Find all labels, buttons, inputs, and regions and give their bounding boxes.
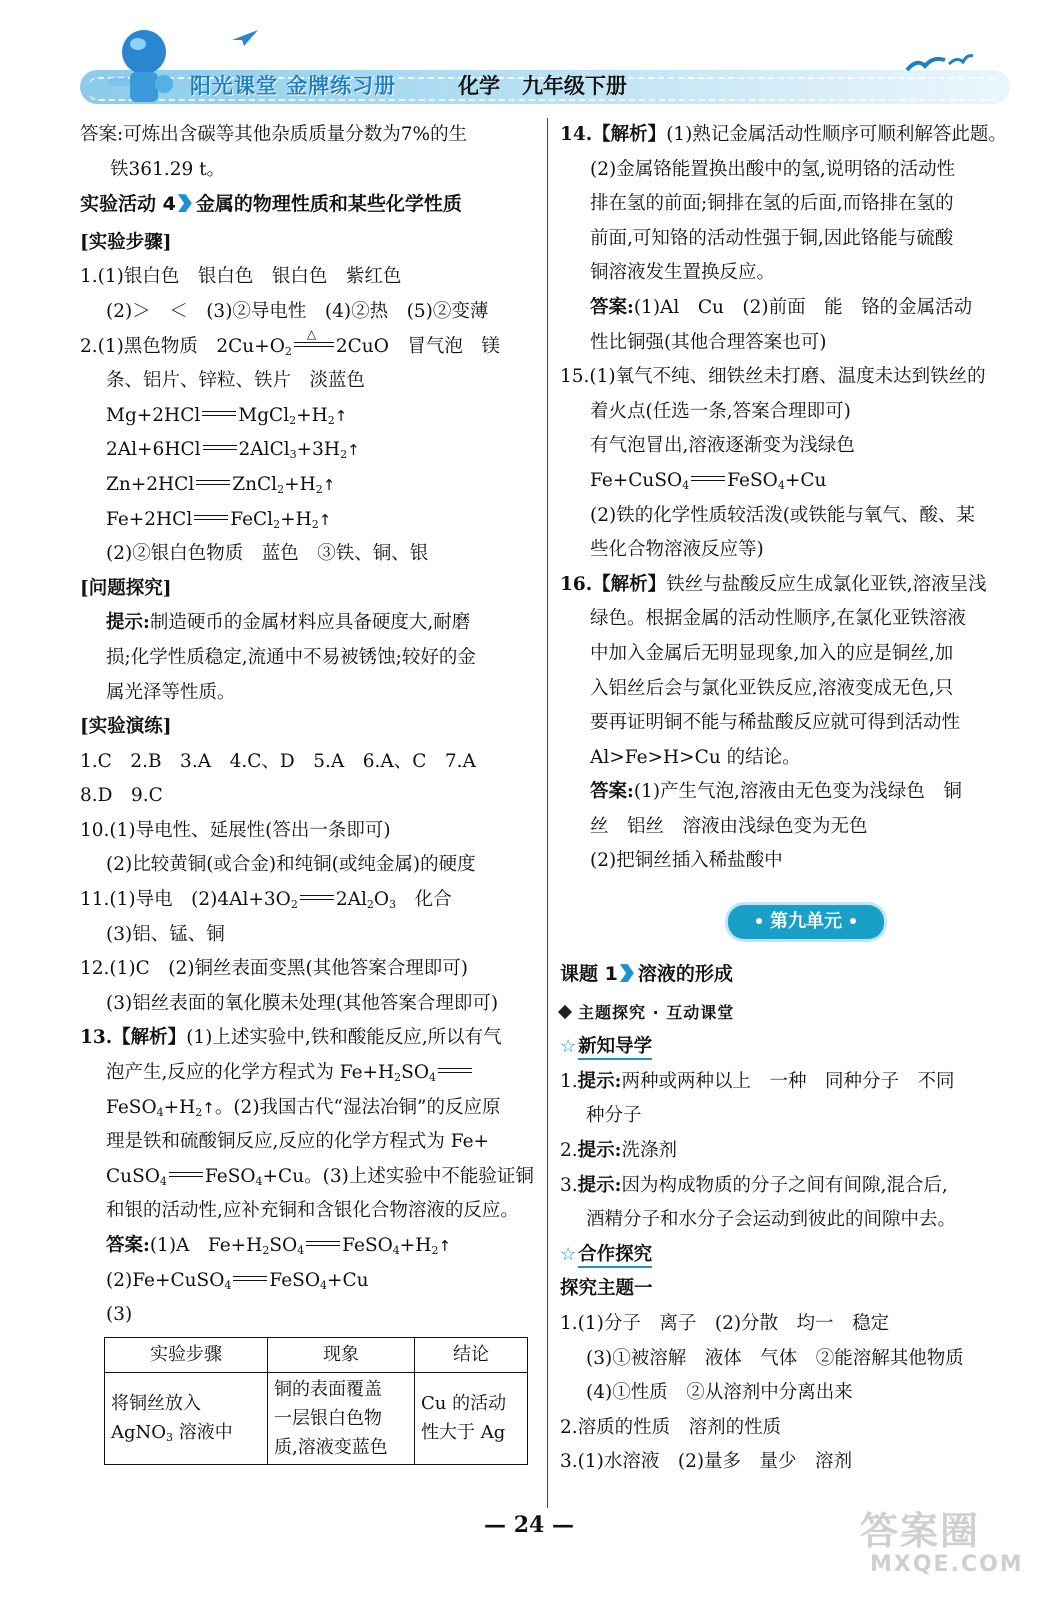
analysis-line: 理是铁和硫酸铜反应,反应的化学方程式为 Fe+ <box>106 1131 490 1153</box>
table-header-cell: 结论 <box>415 1337 528 1372</box>
analysis-line: 前面,可知铬的活动性强于铜,因此铬能与硫酸 <box>590 227 954 249</box>
answer-line: 1.(1)银白色 银白色 银白色 紫红色 <box>80 266 402 288</box>
answer-line: 8.D 9.C <box>80 785 163 807</box>
answer-line: (3)铝、锰、铜 <box>106 923 225 945</box>
analysis-line: 14.【解析】(1)熟记金属活动性顺序可顺利解答此题。 <box>560 124 1007 145</box>
analysis-line: 16.【解析】铁丝与盐酸反应生成氯化亚铁,溶液呈浅 <box>560 573 987 595</box>
star-icon: ☆ <box>560 1036 577 1058</box>
star-icon: ☆ <box>560 1243 577 1265</box>
answer-line: 答案:(1)A $Fe+H_2SO_4$ $FeSO_4+H_2↑$ <box>106 1235 452 1257</box>
answer-line: 10.(1)导电性、延展性(答出一条即可) <box>80 819 391 841</box>
column-divider <box>547 118 548 1508</box>
answer-line: 着火点(任选一条,答案合理即可) <box>590 400 851 422</box>
birds-icon <box>905 48 975 78</box>
table-row <box>105 1372 528 1464</box>
arrow-icon <box>620 964 634 982</box>
table-header-cell: 实验步骤 <box>105 1337 268 1372</box>
analysis-line: 入铝丝后会与氯化亚铁反应,溶液变成无色,只 <box>590 677 954 699</box>
watermark-logo: 答案圈 MXQE.COM <box>860 1509 1024 1577</box>
hint-line: 损;化学性质稳定,流通中不易被锈蚀;较好的金 <box>106 646 476 668</box>
topic-heading: 主题探究 · 互动课堂 <box>560 996 1020 1031</box>
header-subject <box>458 70 627 100</box>
answer-line: (2)比较黄铜(或合金)和纯铜(或纯金属)的硬度 <box>106 854 476 876</box>
analysis-line: CuSO$_4$ FeSO$_4$+Cu。(3)上述实验中不能验证铜 <box>106 1165 534 1188</box>
experiment-table <box>104 1337 528 1465</box>
activity-heading: 实验活动 4 金属的物理性质和某些化学性质 <box>80 193 462 216</box>
hint-line: 提示:制造硬币的金属材料应具备硬度大,耐磨 <box>106 612 471 634</box>
arrow-icon <box>178 194 192 212</box>
subsection-heading: ☆ 合作探究 <box>560 1238 1020 1273</box>
answer-line: 铁361.29 t。 <box>110 158 226 180</box>
section-heading: [实验演练] <box>80 716 172 738</box>
answer-line: (4)①性质 ②从溶剂中分离出来 <box>586 1382 853 1404</box>
analysis-line: 要再证明铜不能与稀盐酸反应就可得到活动性 <box>590 712 961 734</box>
answer-line: 1.提示:两种或两种以上 一种 同种分子 不同 <box>560 1070 955 1092</box>
analysis-line: 13.【解析】(1)上述实验中,铁和酸能反应,所以有气 <box>80 1027 502 1049</box>
heat-equals-sign: △ <box>294 342 334 347</box>
equation: Zn+2HCl $ZnCl_2+H_2↑$ <box>106 473 336 496</box>
analysis-line: 中加入金属后无明显现象,加入的应是铜丝,加 <box>590 642 954 664</box>
answer-line: (3)①被溶解 液体 气体 ②能溶解其他物质 <box>586 1347 964 1369</box>
table-cell-phenomenon: 铜的表面覆盖 一层银白色物 质,溶液变蓝色 <box>268 1372 415 1464</box>
table-cell-step: 将铜丝放入 AgNO$_3$ 溶液中 <box>105 1372 268 1464</box>
subsection-heading: ☆ 新知导学 <box>560 1030 1020 1065</box>
grade-label: 九年级下册 <box>521 74 627 98</box>
analysis-line: Al>Fe>H>Cu 的结论。 <box>590 746 801 768</box>
answer-line: 3.提示:因为构成物质的分子之间有间隙,混合后, <box>560 1174 948 1196</box>
left-column <box>80 118 538 1465</box>
answer-line: (2)②银白色物质 蓝色 ③铁、铜、银 <box>106 543 429 565</box>
analysis-line: 排在氢的前面;铜排在氢的后面,而铬排在氢的 <box>590 193 954 215</box>
equation: Fe+2HCl $FeCl_2+H_2↑$ <box>106 508 332 531</box>
diamond-icon <box>558 1005 572 1019</box>
answer-line: 11.(1)导电 $(2)4Al+3O_2$ $2Al_2O_3$ 化合 <box>80 889 452 912</box>
answer-line: 些化合物溶液反应等) <box>590 539 764 561</box>
analysis-line: 和银的活动性,应补充铜和含银化合物溶液的反应。 <box>106 1200 519 1222</box>
mascot-globe-icon <box>100 22 190 108</box>
answer-line: (3) <box>106 1304 133 1326</box>
answer-line: 种分子 <box>586 1105 642 1127</box>
analysis-line: 泡产生,反应的化学方程式为 $Fe+H_2SO_4$ <box>80 1056 538 1091</box>
equation: 2Al+6HCl $2AlCl_3+3H_2↑$ <box>106 439 360 462</box>
table-header-cell: 现象 <box>268 1337 415 1372</box>
answer-line: 15.(1)氧气不纯、细铁丝未打磨、温度未达到铁丝的 <box>560 366 986 388</box>
answer-line: 2.(1)黑色物质 $2Cu+O_2$ △ 2CuO 冒气泡 镁 <box>80 326 500 358</box>
answer-line: 性比铜强(其他合理答案也可) <box>590 331 827 353</box>
unit-badge: 第九单元 <box>728 905 884 939</box>
right-column <box>560 118 1020 1480</box>
answer-line: 1.C 2.B 3.A 4.C、D 5.A 6.A、C 7.A <box>80 750 476 772</box>
analysis-line: (2)金属铬能置换出酸中的氢,说明铬的活动性 <box>590 158 956 180</box>
answer-line: 答案:可炼出含碳等其他杂质质量分数为7%的生 <box>80 124 468 145</box>
page-header <box>0 0 1058 118</box>
equation: Mg+2HCl $MgCl_2+H_2↑$ <box>106 404 348 427</box>
table-header-row <box>105 1337 528 1372</box>
header-brand: 阳光课堂 金牌练习册 <box>190 74 397 98</box>
hint-line: 属光泽等性质。 <box>106 681 236 703</box>
answer-line: 1.(1)分子 离子 (2)分散 均一 稳定 <box>560 1313 890 1334</box>
answer-line: (2)铁的化学性质较活泼(或铁能与氧气、酸、某 <box>590 504 975 526</box>
table-cell-conclusion: Cu 的活动 性大于 Ag <box>415 1372 528 1464</box>
theme-heading: 探究主题一 <box>560 1278 653 1300</box>
lesson-heading: 课题 1 溶液的形成 <box>560 963 733 986</box>
page-number: — 24 — <box>484 1512 574 1538</box>
subject-label: 化学 <box>458 74 500 98</box>
answer-line: (2)把铜丝插入稀盐酸中 <box>590 850 783 872</box>
answer-line: 答案:(1)Al Cu (2)前面 能 铬的金属活动 <box>590 296 973 318</box>
answer-line: (2)Fe+CuSO$_4$ FeSO$_4$+Cu <box>106 1269 369 1292</box>
analysis-line: $FeSO_4+H_2↑$。(2)我国古代“湿法冶铜”的反应原 <box>106 1096 501 1119</box>
paper-plane-icon <box>232 30 258 46</box>
analysis-line: 绿色。根据金属的活动性顺序,在氯化亚铁溶液 <box>590 608 966 630</box>
answer-line: 有气泡冒出,溶液逐渐变为浅绿色 <box>590 435 855 457</box>
analysis-line: 铜溶液发生置换反应。 <box>590 262 776 284</box>
answer-line: 条、铝片、锌粒、铁片 淡蓝色 <box>106 370 366 392</box>
section-heading: [问题探究] <box>80 577 172 599</box>
equation: Fe+CuSO$_4$ FeSO$_4$+Cu <box>590 469 827 492</box>
unit-badge-area <box>560 879 1020 957</box>
answer-line: 3.(1)水溶液 (2)量多 量少 溶剂 <box>560 1451 853 1473</box>
answer-line: 2.提示:洗涤剂 <box>560 1140 678 1162</box>
answer-line: 12.(1)C (2)铜丝表面变黑(其他答案合理即可) <box>80 958 468 980</box>
section-heading: [实验步骤] <box>80 231 172 253</box>
answer-line: 丝 铝丝 溶液由浅绿色变为无色 <box>590 815 868 837</box>
answer-line: 2.溶质的性质 溶剂的性质 <box>560 1416 782 1438</box>
answer-line: 答案:(1)产生气泡,溶液由无色变为浅绿色 铜 <box>590 781 962 803</box>
answer-line: (2)＞ ＜ (3)②导电性 (4)②热 (5)②变薄 <box>106 300 489 322</box>
answer-line: (3)铝丝表面的氧化膜未处理(其他答案合理即可) <box>106 992 499 1014</box>
answer-line: 酒精分子和水分子会运动到彼此的间隙中去。 <box>586 1209 957 1231</box>
